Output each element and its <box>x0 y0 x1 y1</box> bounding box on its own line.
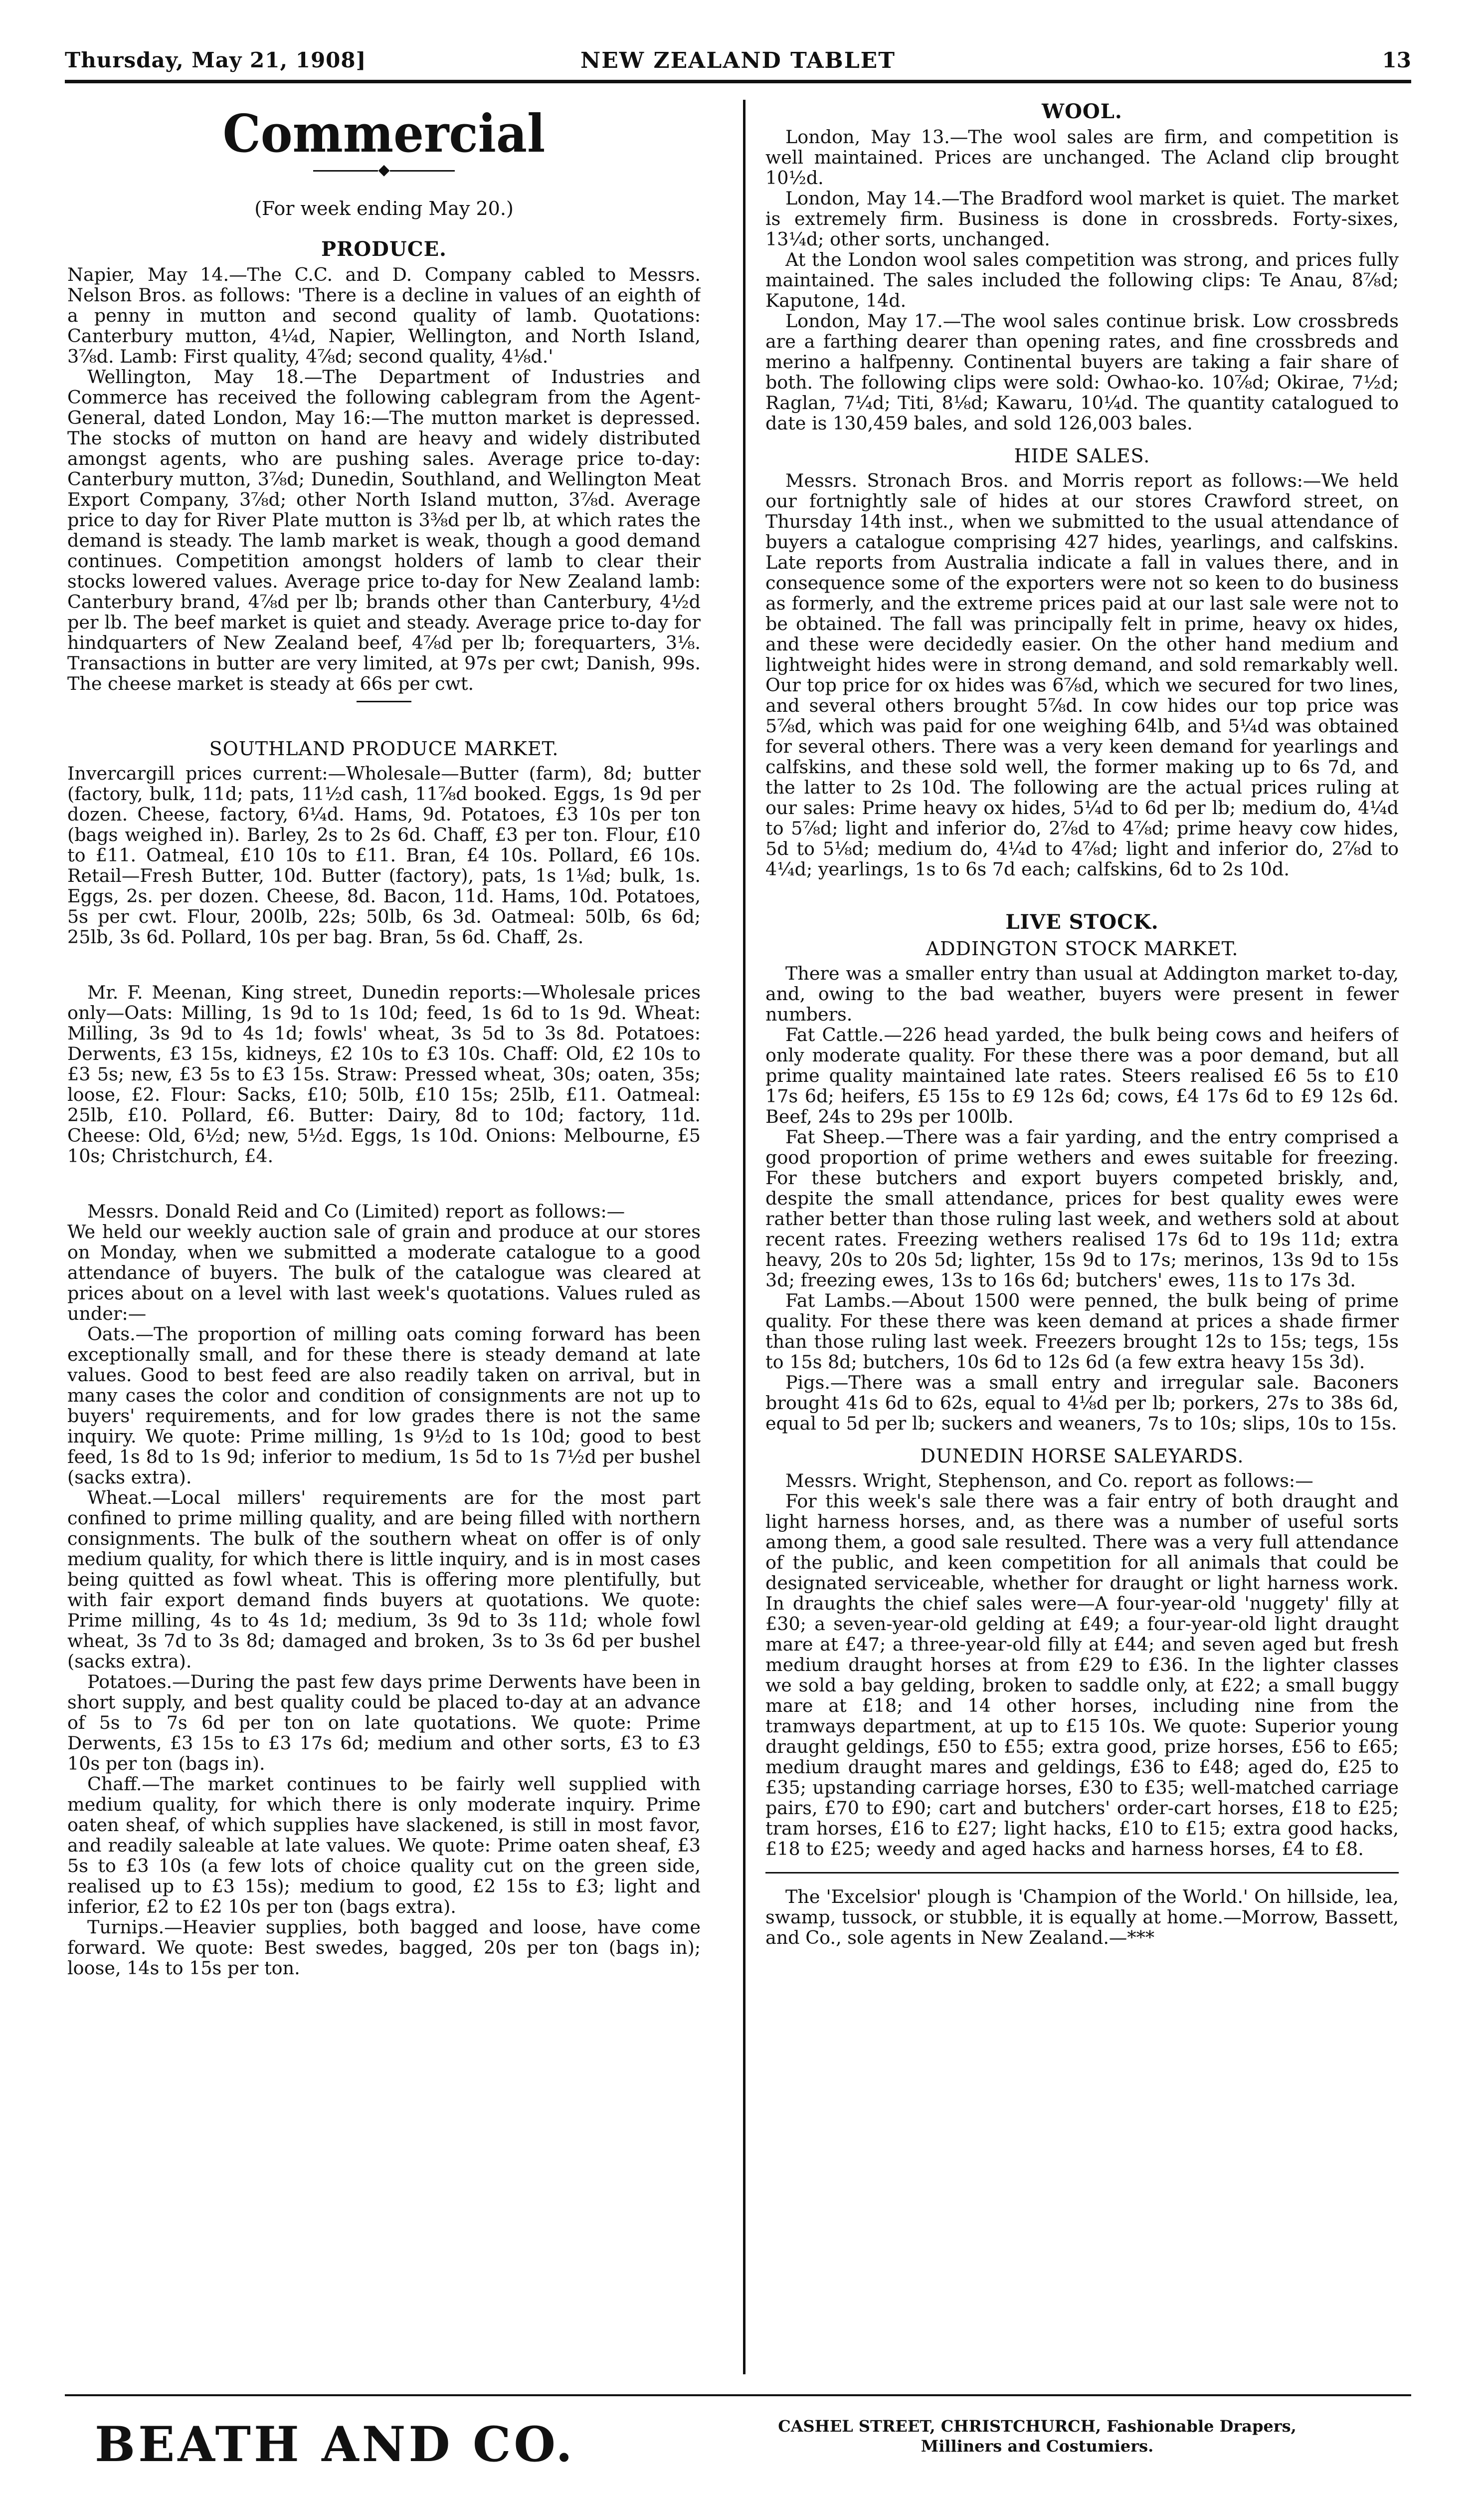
live-stock-heading: LIVE STOCK. <box>1005 910 1159 934</box>
horse-saleyards-article <box>765 1470 1399 1859</box>
addington-heading: ADDINGTON STOCK MARKET. <box>926 938 1239 960</box>
advertiser-name: BEATH AND CO. <box>95 2416 575 2473</box>
article-paragraph: Potatoes.—During the past few days prime Derwents have been in short supply, and best quality could be placed to-day at an advance of 5s to 7s 6d per ton on late quotations. We quote: Prime Derwents, £3 15s to £3 17s 6d; medium and other sorts, £3 to £3 10s per ton (bags in). <box>67 1671 701 1774</box>
article-paragraph: Wheat.—Local millers' requirements are for the most part confined to prime milling quality, and are being filled with northern consignments. The bulk of the southern wheat on offer is of only medium quality, for which there is little inquiry, and is in most cases being quitted as fowl wheat. This is offering more plentifully, but with fair export demand finds buyers at quotations. We quote: Prime milling, 4s to 4s 1d; medium, 3s 9d to 3s 11d; whole fowl wheat, 3s 7d to 3s 8d; damaged and broken, 3s to 3s 6d per bushel (sacks extra). <box>67 1487 701 1672</box>
article-paragraph: Messrs. Donald Reid and Co (Limited) report as follows:— <box>87 1201 625 1222</box>
right-column <box>765 100 1399 2354</box>
advertiser-address: CASHEL STREET, CHRISTCHURCH, Fashionable Drapers, <box>778 2417 1297 2436</box>
hide-sales-heading: HIDE SALES. <box>1014 445 1150 467</box>
article-paragraph: Turnips.—Heavier supplies, both bagged and loose, have come forward. We quote: Best swedes, bagged, 20s per ton (bags in); loose, 14s to 15s per ton. <box>67 1916 701 1979</box>
article-paragraph: Wellington, May 18.—The Department of Industries and Commerce has received the following cablegram from the Agent-General, dated London, May 16:—The mutton market is depressed. The stocks of mutton on hand are heavy and widely distributed amongst agents, who are pushing sales. Average price to-day: Canterbury mutton, 3⅞d; Dunedin, Southland, and Wellington Meat Export Company, 3⅞d; other North Island mutton, 3⅞d. Average price to day for River Plate mutton is 3⅜d per lb, at which rates the demand is steady. The lamb market is weak, though a good demand continues. Competition amongst holders of lamb to clear their stocks lowered values. Average price to-day for New Zealand lamb: Canterbury brand, 4⅞d per lb; brands other than Canterbury, 4½d per lb. The beef market is quiet and steady. Average price to-day for hindquarters of New Zealand beef, 4⅞d per lb; forequarters, 3⅛. Transactions in butter are very limited, at 97s per cwt; Danish, 99s. The cheese market is steady at 66s per cwt. <box>67 366 701 694</box>
southland-heading: SOUTHLAND PRODUCE MARKET. <box>209 738 559 760</box>
article-paragraph: Messrs. Wright, Stephenson, and Co. report as follows:— <box>785 1470 1313 1491</box>
left-column <box>67 100 701 2354</box>
issue-date: Thursday, May 21, 1908] <box>65 48 367 72</box>
article-paragraph: Fat Sheep.—There was a fair yarding, and the entry comprised a good proportion of prime wethers and ewes suitable for freezing. For these butchers and export buyers competed briskly, and, despite the small attendance, prices for best quality ewes were rather better than those ruling last week, and wethers sold at about recent rates. Freezing wethers realised 17s 6d to 19s 11d; extra heavy, 20s to 20s 5d; lighter, 15s 9d to 17s; merinos, 13s 9d to 15s 3d; freezing ewes, 13s to 16s 6d; butchers' ewes, 11s to 17s 3d. <box>765 1126 1399 1291</box>
wool-article <box>765 127 1399 433</box>
article-paragraph: Invercargill prices current:—Wholesale—Butter (farm), 8d; butter (factory, bulk, 11d; pats, 11½d cash, 11⅞d booked. Eggs, 1s 9d per dozen. Cheese, factory, 6¼d. Hams, 9d. Potatoes, £3 10s per ton (bags weighed in). Barley, 2s to 2s 6d. Chaff, £3 per ton. Flour, £10 to £11. Oatmeal, £10 10s to £11. Bran, £4 10s. Pollard, £6 10s. Retail—Fresh Butter, 10d. Butter (factory), pats, 1s 1⅛d; bulk, 1s. Eggs, 2s. per dozen. Cheese, 8d. Bacon, 11d. Hams, 10d. Potatoes, 5s per cwt. Flour, 200lb, 22s; 50lb, 6s 3d. Oatmeal: 50lb, 6s 6d; 25lb, 3s 6d. Pollard, 10s per bag. Bran, 5s 6d. Chaff, 2s. <box>67 763 701 948</box>
separator-rule <box>765 1872 1399 1873</box>
section-heading-commercial: Commercial <box>222 103 546 164</box>
advertiser-trade: Milliners and Costumiers. <box>921 2437 1154 2456</box>
hide-sales-article <box>765 470 1399 879</box>
article-paragraph: Fat Cattle.—226 head yarded, the bulk being cows and heifers of only moderate quality. For these there was a poor demand, but all prime quality maintained late rates. Steers realised £6 5s to £10 17s 6d; heifers, £5 15s to £9 12s 6d; cows, £4 17s 6d to £9 12s 6d. Beef, 24s to 29s per 100lb. <box>765 1024 1399 1127</box>
article-paragraph: Oats.—The proportion of milling oats coming forward has been exceptionally small, and for these there is steady demand at late values. Good to best feed are also readily taken on arrival, but in many cases the color and condition of consignments are not up to buyers' requirements, and for low grades there is not the same inquiry. We quote: Prime milling, 1s 9½d to 1s 10d; good to best feed, 1s 8d to 1s 9d; inferior to medium, 1s 5d to 1s 7½d per bushel (sacks extra). <box>67 1323 701 1488</box>
publication-title: NEW ZEALAND TABLET <box>580 48 896 73</box>
meenan-report <box>67 982 701 1166</box>
article-paragraph: London, May 14.—The Bradford wool market is quiet. The market is extremely firm. Business is done in crossbreds. Forty-sixes, 13¼d; other sorts, unchanged. <box>765 188 1399 250</box>
footer-advertisement <box>65 2394 1411 2471</box>
article-paragraph: Pigs.—There was a small entry and irregular sale. Baconers brought 41s 6d to 62s, equal to 4⅛d per lb; porkers, 27s to 38s 6d, equal to 5d per lb; suckers and weaners, 7s to 10s; slips, 10s to 15s. <box>765 1372 1399 1434</box>
article-paragraph: At the London wool sales competition was strong, and prices fully maintained. The sales included the following clips: Te Anau, 8⅞d; Kaputone, 14d. <box>765 249 1399 311</box>
reid-report <box>67 1201 701 1978</box>
article-paragraph: We held our weekly auction sale of grain and produce at our stores on Monday, when we submitted a moderate catalogue to a good attendance of buyers. The bulk of the catalogue was cleared at prices about on a level with last week's quotations. Values ruled as under:— <box>67 1221 701 1324</box>
produce-article <box>67 264 701 694</box>
plough-advertisement <box>765 1886 1399 1948</box>
wool-heading: WOOL. <box>1042 100 1122 123</box>
column-divider <box>743 100 745 2374</box>
page-number: 13 <box>1382 48 1411 72</box>
advert-text: The 'Excelsior' plough is 'Champion of the World.' On hillside, lea, swamp, tussock, or stubble, it is equally at home.—Morrow, Bassett, and Co., sole agents in New Zealand.—*** <box>765 1886 1399 1948</box>
article-paragraph: Napier, May 14.—The C.C. and D. Company cabled to Messrs. Nelson Bros. as follows: 'There is a decline in values of an eighth of a penny in mutton and second quality of lamb. Quotations: Canterbury mutton, 4¼d, Napier, Wellington, and North Island, 3⅞d. Lamb: First quality, 4⅞d; second quality, 4⅛d.' <box>67 264 701 367</box>
article-paragraph: Mr. F. Meenan, King street, Dunedin reports:—Wholesale prices only—Oats: Milling, 1s 9d to 1s 10d; feed, 1s 6d to 1s 9d. Wheat: Milling, 3s 9d to 4s 1d; fowls' wheat, 3s 5d to 3s 8d. Potatoes: Derwents, £3 15s, kidneys, £2 10s to £3 10s. Chaff: Old, £2 10s to £3 5s; new, £3 5s to £3 15s. Straw: Pressed wheat, 30s; oaten, 35s; loose, £2. Flour: Sacks, £10; 50lb, £10 15s; 25lb, £11. Oatmeal: 25lb, £10. Pollard, £6. Butter: Dairy, 8d to 10d; factory, 11d. Cheese: Old, 6½d; new, 5½d. Eggs, 1s 10d. Onions: Melbourne, £5 10s; Christchurch, £4. <box>67 982 701 1167</box>
week-ending-line: (For week ending May 20.) <box>254 198 514 219</box>
addington-article <box>765 963 1399 1434</box>
article-paragraph: There was a smaller entry than usual at Addington market to-day, and, owing to the bad weather, buyers were present in fewer numbers. <box>765 963 1399 1025</box>
advertiser-details <box>713 2416 1361 2456</box>
article-paragraph: Messrs. Stronach Bros. and Morris report as follows:—We held our fortnightly sale of hides at our stores Crawford street, on Thursday 14th inst., when we submitted to the usual attendance of buyers a catalogue comprising 427 hides, yearlings, and calfskins. Late reports from Australia indicate a fall in values there, and in consequence some of the exporters were not so keen to do business as formerly, and the extreme prices paid at our last sale were not to be obtained. The fall was principally felt in prime, heavy ox hides, and these were decidedly easier. On the other hand medium and lightweight hides were in strong demand, and sold remarkably well. Our top price for ox hides was 6⅞d, which we secured for two lines, and several others brought 5⅞d. In cow hides our top price was 5⅞d, which was paid for one weighing 64lb, and 5¼d was obtained for several others. There was a very keen demand for yearlings and calfskins, and these sold well, the former making up to 6s 7d, and the latter to 2s 10d. The following are the actual prices ruling at our sales: Prime heavy ox hides, 5¼d to 6d per lb; medium do, 4¼d to 5⅞d; light and inferior do, 2⅞d to 4⅞d; prime heavy cow hides, 5d to 5⅛d; medium do, 4¼d to 4⅞d; light and inferior do, 2⅞d to 4¼d; yearlings, 1s to 6s 7d each; calfskins, 6d to 2s 10d. <box>765 470 1399 880</box>
southland-article <box>67 763 701 947</box>
article-paragraph: London, May 13.—The wool sales are firm, and competition is well maintained. Prices are unchanged. The Acland clip brought 10½d. <box>765 126 1399 189</box>
separator-rule <box>357 701 411 702</box>
article-paragraph: London, May 17.—The wool sales continue brisk. Low crossbreds are a farthing dearer than opening rates, and fine crossbreds and merino a halfpenny. Continental buyers are taking a fair share of both. The following clips were sold: Owhao-ko. 10⅞d; Okirae, 7½d; Raglan, 7¼d; Titi, 8⅛d; Kawaru, 10¼d. The quantity catalogued to date is 130,459 bales, and sold 126,003 bales. <box>765 310 1399 434</box>
masthead <box>65 45 1411 83</box>
horse-saleyards-heading: DUNEDIN HORSE SALEYARDS. <box>920 1445 1244 1467</box>
produce-heading: PRODUCE. <box>321 237 447 261</box>
article-paragraph: For this week's sale there was a fair entry of both draught and light harness horses, and, as there was a number of useful sorts among them, a good sale resulted. There was a very full attendance of the public, and keen competition for all animals that could be designated serviceable, whether for draught or light harness work. In draughts the chief sales were—A four-year-old 'nuggety' filly at £30; a seven-year-old gelding at £49; a four-year-old light draught mare at £47; a three-year-old filly at £44; and seven aged but fresh medium draught horses at from £29 to £36. In the lighter classes we sold a bay gelding, broken to saddle only, at £22; a small buggy mare at £18; and 14 other horses, including nine from the tramways department, at up to £15 10s. We quote: Superior young draught geldings, £50 to £55; extra good, prize horses, £56 to £65; medium draught mares and geldings, £36 to £48; aged do, £25 to £35; upstanding carriage horses, £30 to £35; well-matched carriage pairs, £70 to £90; cart and butchers' order-cart horses, £18 to £25; tram horses, £16 to £27; light hacks, £10 to £15; extra good hacks, £18 to £25; weedy and aged hacks and harness horses, £4 to £8. <box>765 1490 1399 1860</box>
article-paragraph: Fat Lambs.—About 1500 were penned, the bulk being of prime quality. For these there was keen demand at prices a shade firmer than those ruling last week. Freezers brought 12s to 15s; tegs, 15s to 15s 8d; butchers, 10s 6d to 12s 6d (a few extra heavy 15s 3d). <box>765 1290 1399 1373</box>
article-paragraph: Chaff.—The market continues to be fairly well supplied with medium quality, for which there is only moderate inquiry. Prime oaten sheaf, of which supplies have slackened, is still in most favor, and readily saleable at late values. We quote: Prime oaten sheaf, £3 5s to £3 10s (a few lots of choice quality cut on the green side, realised up to £3 15s); medium to good, £2 15s to £3; light and inferior, £2 to £2 10s per ton (bags extra). <box>67 1773 701 1917</box>
heading-ornament: ◆ <box>67 163 701 178</box>
